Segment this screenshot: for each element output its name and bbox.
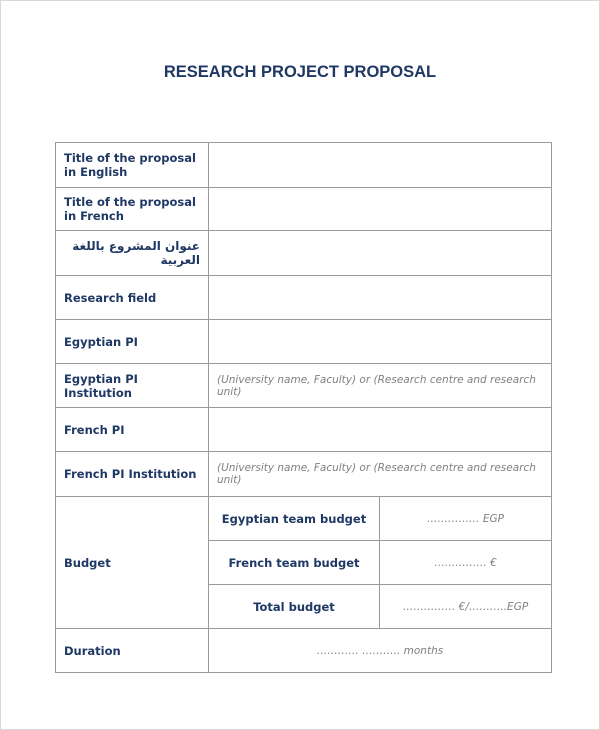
french-pi-field[interactable] [209, 408, 552, 452]
label-total-budget: Total budget [209, 585, 380, 629]
label-duration: Duration [56, 629, 209, 673]
duration-field[interactable]: ………… ……….. months [209, 629, 552, 673]
label-egyptian-team-budget: Egyptian team budget [209, 497, 380, 541]
label-egyptian-pi-institution: Egyptian PI Institution [56, 364, 209, 408]
egyptian-pi-field[interactable] [209, 320, 552, 364]
label-budget: Budget [56, 497, 209, 629]
label-title-arabic: عنوان المشروع باللغة العربية [56, 231, 209, 276]
label-egyptian-pi: Egyptian PI [56, 320, 209, 364]
label-french-pi-institution: French PI Institution [56, 452, 209, 497]
egyptian-team-budget-field[interactable]: …………… EGP [380, 497, 552, 541]
egyptian-pi-institution-field[interactable]: (University name, Faculty) or (Research centre and research unit) [209, 364, 552, 408]
label-french-pi: French PI [56, 408, 209, 452]
french-team-budget-field[interactable]: …………… € [380, 541, 552, 585]
label-french-team-budget: French team budget [209, 541, 380, 585]
title-english-field[interactable] [209, 143, 552, 188]
title-arabic-field[interactable] [209, 231, 552, 276]
proposal-form-table [55, 142, 552, 673]
label-title-english: Title of the proposal in English [56, 143, 209, 188]
french-pi-institution-field[interactable]: (University name, Faculty) or (Research centre and research unit) [209, 452, 552, 497]
title-french-field[interactable] [209, 188, 552, 231]
page-title: RESEARCH PROJECT PROPOSAL [163, 63, 437, 81]
total-budget-field[interactable]: …………… €/………..EGP [380, 585, 552, 629]
label-title-french: Title of the proposal in French [56, 188, 209, 231]
label-research-field: Research field [56, 276, 209, 320]
research-field-field[interactable] [209, 276, 552, 320]
